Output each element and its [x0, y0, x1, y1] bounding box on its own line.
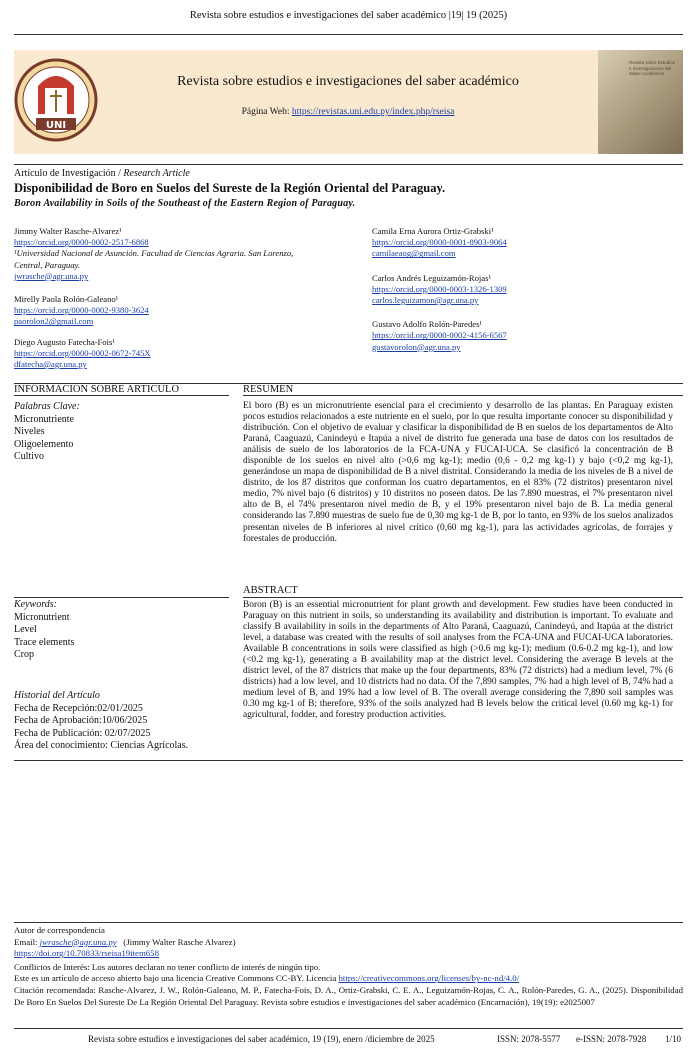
abstract-rule — [243, 597, 683, 598]
abstract-text: Boron (B) is an essential micronutrient for plant growth and development. Few studies have been conducted in Paraguay on this nutrient in soils, so understanding its availability and distribution is important. To evaluate and classify B availability in soils in the departments of Alto Paraná, Caaguazú, Canindeyú, and Itapúa at the district level, a database was created with the results of soil analyses from the FCA-UNA and FUCAI-UCA laboratories. Available B concentrations in soils were classified as high (>0.6 mg kg-1); medium (0.6-0.2 mg kg-1), and low (<0.2 mg kg-1), generating a B availability map at the district level. Considering the average B levels at the district level, of the 87 districts that make up the four departments, 83% (72 districts) had a medium level, 7% (6 districts) had a low level, and 10 districts had no data. Of the 7,890 samples, 7% had a high level of B, 74% had a medium level of B, and 19% had a low level of B. The overall average considering the 7,890 soil samples was 0.30 mg kg-1 of B; therefore, 93% of the soils analyzed had B levels below the critical level (0.60 mg kg-1) for agricultural, fodder, and forestry production activities. — [243, 600, 673, 721]
keyword-item: Micronutriente — [14, 414, 74, 425]
conflict-statement: Conflictos de Interés: Los autores declaran no tener conflicto de interés de ningún tipo. — [14, 961, 321, 972]
history-item: Área del conocimiento: Ciencias Agrícolas. — [14, 740, 189, 752]
journal-web-link[interactable]: https://revistas.uni.edu.py/index.php/rseisa — [291, 107, 455, 117]
keyword-item: Cultivo — [14, 451, 45, 463]
footer-eissn: e-ISSN: 2078-7928 — [576, 1034, 647, 1044]
keyword-item: Oligoelemento — [14, 438, 74, 450]
journal-banner — [14, 50, 683, 154]
author-block — [372, 319, 672, 353]
footer-rule — [14, 1028, 683, 1029]
author-affiliation: ¹Universidad Nacional de Asunción. Facultad de Ciencias Agraria. San Lorenzo, Central, Paraguay. — [14, 248, 294, 270]
keywords-es-list — [14, 414, 74, 464]
abstract-heading: ABSTRACT — [243, 585, 298, 596]
author-block — [14, 294, 314, 328]
author-email-link[interactable]: jwrasche@agr.una.py — [14, 270, 89, 281]
journal-title: Revista sobre estudios e investigaciones del saber académico — [177, 74, 519, 89]
history-item: Fecha de Recepción:02/01/2025 — [14, 703, 143, 714]
authors-right — [372, 226, 672, 353]
footer-issn: ISSN: 2078-5577 — [497, 1034, 561, 1044]
keyword-item: Trace elements — [14, 636, 75, 648]
university-logo — [14, 52, 98, 152]
footnotes — [14, 925, 683, 1008]
author-name: Carlos Andrés Leguizamón-Rojas¹ — [372, 272, 492, 283]
author-name: Gustavo Adolfo Rolón-Paredes¹ — [372, 319, 482, 330]
running-header: Revista sobre estudios e investigaciones del saber académico |19| 19 (2025) — [189, 10, 508, 21]
cover-text: Revista sobre Estudios e Investigaciones del Saber Académico — [629, 60, 676, 76]
keyword-item: Micronutrient — [14, 612, 70, 623]
article-subtitle: Boron Availability in Soils of the Southeast of the Eastern Region of Paraguay. — [14, 198, 356, 209]
logo-text: UNI — [45, 120, 67, 131]
author-name: Camila Erna Aurora Ortiz-Grabski¹ — [372, 226, 494, 236]
author-orcid-link[interactable]: https://orcid.org/0000-0002-4156-6567 — [372, 330, 507, 341]
info-right-rule — [243, 395, 683, 396]
info-left-rule — [14, 395, 229, 396]
author-name: Diego Augusto Fatecha-Fois¹ — [14, 336, 115, 347]
author-email-link[interactable]: dfatecha@agr.una.py — [14, 359, 87, 370]
keywords-en-label: Keywords: — [14, 599, 57, 610]
journal-web: Página Web: https://revistas.uni.edu.py/index.php/rseisa — [241, 107, 455, 117]
article-type: Artículo de Investigación / Research Article — [14, 168, 190, 179]
body-end-rule — [14, 760, 683, 761]
history-label: Historial del Artículo — [14, 690, 100, 701]
history-item: Fecha de Aprobación:10/06/2025 — [14, 715, 148, 727]
journal-cover-image — [598, 50, 683, 154]
author-email-link[interactable]: carlos.leguizamon@agr.una.py — [372, 295, 479, 306]
author-orcid-link[interactable]: https://orcid.org/0000-0001-8903-9064 — [372, 237, 507, 248]
author-block — [14, 337, 314, 371]
history-list — [14, 703, 188, 753]
resumen-heading: RESUMEN — [243, 384, 294, 395]
corresponding-email-link[interactable]: jwrasche@agr.una.py — [39, 936, 117, 947]
author-block — [14, 226, 314, 282]
article-title: Disponibilidad de Boro en Suelos del Sureste de la Región Oriental del Paraguay. — [14, 181, 446, 195]
keyword-item: Level — [14, 624, 37, 636]
footer-journal-line: Revista sobre estudios e investigaciones del saber académico, 19 (19), enero /diciembre de 2025 — [88, 1034, 435, 1044]
resumen-text: El boro (B) es un micronutriente esencial para el crecimiento y desarrollo de las plantas. En Paraguay existen pocos estudios relacionados a este nutriente en el suelo, por lo que resulta importante conocer su disponibilidad y distribución. Con el objetivo de evaluar y clasificar la disponibilidad de B en suelos de los departamentos de Alto Paraná, Caaguazú, Canindeyú e Itapúa a nivel de distrito fue generada una base de datos con los resultados de análisis de suelo de los laboratorios de la FCA-UNA y FUCAI-UCA. Se clasificó la concentración de B disponible de los suelos en nivel alto (>0,6 mg kg-1); medio (0,6 - 0,2 mg kg-1) y bajo (<0,2 mg kg-1), generándose un mapa de disponibilidad de B a nivel distrital. Considerando la media de los niveles de B a nivel de distrito, de los 87 distritos que conforman los cuatro departamentos, en el 83% (72 distritos) presentaron nivel medio, 7% nivel bajo (6 distritos) y 10 distritos no poseen datos. De las 7.890 muestras, el 7% presentaron nivel alto de B, el 74% presentaron nivel medio de B, y el 19% presentaron nivel bajo de B. La media general considerando las 7.890 muestras de suelo fue de 0,30 mg kg-1 de B, por lo tanto, en 93% de los suelos analizados presentan niveles de B inferiores al nivel crítico (0,60 mg kg-1), para las actividades agrícolas, de forrajes y forestales de producción. — [243, 401, 673, 544]
keywords-en-list — [14, 612, 74, 662]
author-email-link[interactable]: gustavorolon@agr.una.py — [372, 341, 461, 352]
title-rule — [14, 164, 683, 165]
author-orcid-link[interactable]: https://orcid.org/0000-0003-1326-1309 — [372, 283, 507, 294]
header-rule — [14, 34, 683, 35]
license-statement: Este es un artículo de acceso abierto bajo una licencia Creative Commons CC-BY. Licencia https://creativecommons.org/licenses/by-nc-nd/4.0/ — [14, 973, 520, 984]
recommended-citation: Citación recomendada: Rasche-Alvarez, J. W., Rolón-Galeano, M. P., Fatecha-Fois, D. A., Ortiz-Grabski, C. E. A., Leguizamón-Rojas, C. A., Rolón-Paredes, G. A., (2025). Disponibilidad De Boro En Suelos Del Sureste De La Región Oriental Del Paraguay. Revista sobre estudios e investigaciones del saber académico (Encarnación), 19(19): e2025007 — [14, 984, 683, 1007]
doi-link[interactable]: https://doi.org/10.70833/rseisa19item658 — [14, 948, 159, 959]
author-orcid-link[interactable]: https://orcid.org/0000-0002-9380-3624 — [14, 305, 149, 316]
author-email-link[interactable]: paorolon2@gmail.com — [14, 316, 94, 327]
corresponding-label: Autor de correspondencia — [14, 925, 105, 935]
keyword-item: Crop — [14, 649, 34, 661]
authors-left — [14, 226, 314, 370]
author-block — [372, 226, 672, 260]
license-link[interactable]: https://creativecommons.org/licenses/by-nc-nd/4.0/ — [338, 973, 520, 984]
author-email-link[interactable]: camilaeaog@gmail.com — [372, 248, 456, 259]
history-item: Fecha de Publicación: 02/07/2025 — [14, 727, 151, 739]
author-name: Jimmy Walter Rasche-Alvarez¹ — [14, 226, 122, 236]
author-orcid-link[interactable]: https://orcid.org/0000-0002-2517-6868 — [14, 237, 149, 248]
author-name: Mirelly Paola Rolón-Galeano¹ — [14, 294, 119, 305]
keywords-es-label: Palabras Clave: — [14, 401, 80, 412]
footnote-rule — [14, 922, 683, 923]
info-heading: INFORMACION SOBRE ARTICULO — [14, 384, 180, 395]
author-orcid-link[interactable]: https://orcid.org/0000-0002-0672-745X — [14, 347, 151, 358]
page-number: 1/10 — [665, 1034, 682, 1044]
keyword-item: Niveles — [14, 426, 45, 438]
author-block — [372, 273, 672, 307]
corresponding-email: Email: jwrasche@agr.una.py (Jimmy Walter Rasche Alvarez) — [14, 936, 236, 947]
keywords-en-rule — [14, 597, 229, 598]
